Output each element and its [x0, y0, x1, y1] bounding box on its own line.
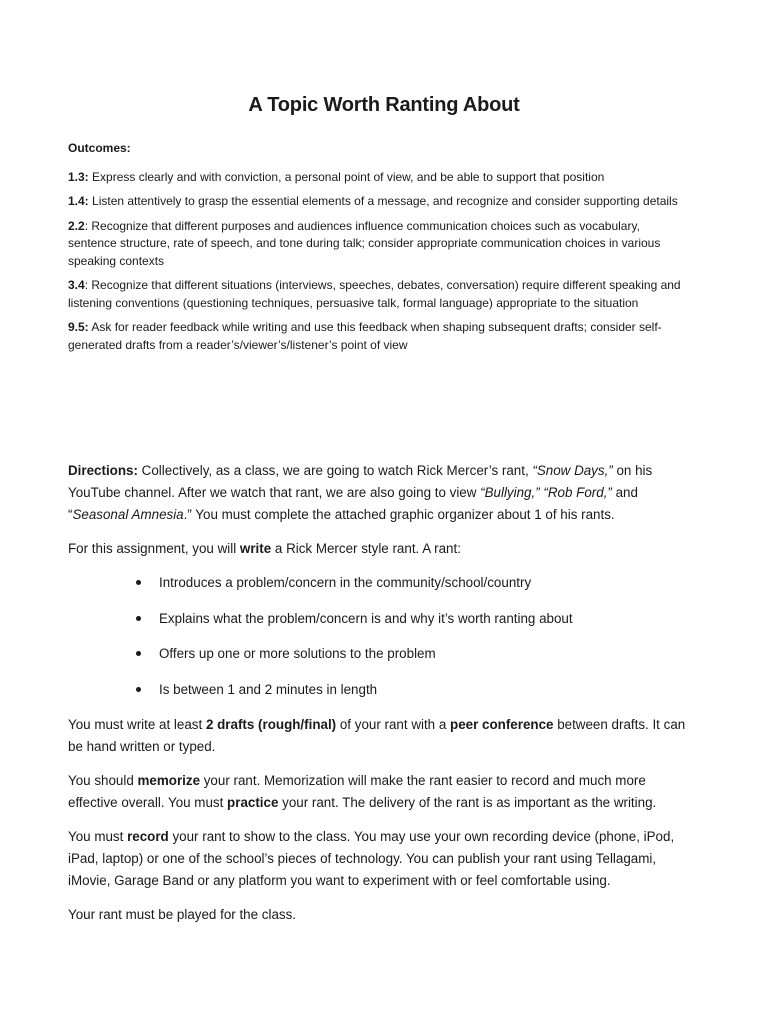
bullet-icon — [136, 651, 141, 656]
text-run: You should — [68, 773, 138, 788]
rant-title-snow-days: “Snow Days,” — [532, 463, 613, 478]
memorize-paragraph — [68, 770, 698, 814]
bullet-icon — [136, 687, 141, 692]
outcome-1-3 — [68, 169, 688, 187]
outcomes-label: Outcomes: — [68, 141, 131, 155]
record-paragraph — [68, 826, 698, 892]
outcome-text: Express clearly and with conviction, a personal point of view, and be able to support that position — [88, 169, 605, 184]
text-run: of your rant with a — [336, 717, 451, 732]
list-item-text: Offers up one or more solutions to the problem — [159, 646, 436, 661]
emphasis-record: record — [127, 829, 169, 844]
instructions-section — [68, 460, 698, 938]
list-item-text: Is between 1 and 2 minutes in length — [159, 681, 378, 697]
text-run: your rant. Memorization will make the rant easier to record and much more effective overall. You must — [68, 773, 646, 810]
rant-title-bullying: “Bullying,” — [480, 485, 540, 500]
outcome-9-5 — [68, 319, 688, 354]
list-item — [136, 679, 698, 701]
text-run: a Rick Mercer style rant. A rant: — [271, 541, 461, 556]
page-title: A Topic Worth Ranting About — [248, 94, 520, 116]
bullet-icon — [136, 616, 141, 621]
text-run: your rant to show to the class. You may use your own recording device (phone, iPod, iPad, laptop) or one of the school’s pieces of technology. You can publish your rant using Tellagami, iMovie, Garage Band or any platform you want to experiment with or feel comfortable using. — [68, 829, 675, 888]
text-run: on his YouTube channel. After we watch that rant, we are also going to view — [68, 463, 653, 500]
text-run: .” You must complete the attached graphic organizer about 1 of his rants. — [183, 507, 615, 522]
list-item-text: Explains what the problem/concern is and why it’s worth ranting about — [159, 610, 573, 626]
directions-paragraph — [68, 460, 698, 526]
outcome-text: Listen attentively to grasp the essential elements of a message, and recognize and consider supporting details — [88, 194, 678, 208]
text-run: “ — [68, 507, 73, 522]
rant-criteria-list — [68, 572, 698, 701]
list-item — [136, 572, 698, 594]
outcome-code: 2.2 — [68, 218, 85, 233]
rant-title-rob-ford: “Rob Ford,” — [543, 485, 612, 500]
outcome-text: Ask for reader feedback while writing and use this feedback when shaping subsequent drafts; consider self-generated drafts from a reader’s/viewer’s/listener’s point of view — [68, 320, 662, 352]
text-run: You must write at least — [68, 717, 206, 732]
emphasis-memorize: memorize — [137, 773, 201, 788]
outcome-code: 9.5: — [68, 320, 89, 334]
list-item-text: Introduces a problem/concern in the community/school/country — [159, 575, 532, 590]
outcomes-section — [68, 140, 688, 361]
text-run: For this assignment, you will — [68, 541, 240, 556]
emphasis-drafts: 2 drafts (rough/final) — [205, 717, 337, 732]
rant-title-seasonal-amnesia: Seasonal Amnesia — [72, 507, 184, 522]
bullet-icon — [136, 580, 141, 585]
text-run: between drafts. It can be hand written or typed. — [68, 717, 686, 754]
list-item — [136, 643, 698, 665]
list-item — [136, 608, 698, 630]
outcome-code: 3.4 — [68, 278, 85, 292]
drafts-paragraph — [68, 714, 698, 758]
emphasis-write: write — [239, 541, 272, 556]
outcome-1-4 — [68, 193, 688, 211]
outcome-3-4 — [68, 277, 688, 312]
text-run: Collectively, as a class, we are going to watch Rick Mercer’s rant, — [137, 463, 533, 478]
final-paragraph: Your rant must be played for the class. — [68, 907, 297, 922]
directions-label: Directions: — [68, 463, 138, 478]
text-run: You must — [68, 829, 128, 844]
assignment-paragraph — [68, 538, 698, 560]
outcome-text: : Recognize that different situations (interviews, speeches, debates, conversation) require different speaking and listening conventions (questioning techniques, persuasive talk, formal language) appropriate to the situation — [68, 278, 681, 310]
outcome-code: 1.4: — [68, 194, 89, 208]
emphasis-peer-conference: peer conference — [450, 717, 554, 732]
outcome-code: 1.3: — [68, 169, 89, 184]
text-run: and — [611, 485, 638, 500]
outcome-text: : Recognize that different purposes and audiences influence communication choices such as vocabulary, sentence structure, rate of speech, and tone during talk; consider appropriate communication choices in various speaking contexts — [68, 218, 661, 268]
emphasis-practice: practice — [227, 795, 279, 810]
text-run: your rant. The delivery of the rant is as important as the writing. — [278, 795, 657, 810]
outcome-2-2 — [68, 218, 688, 271]
